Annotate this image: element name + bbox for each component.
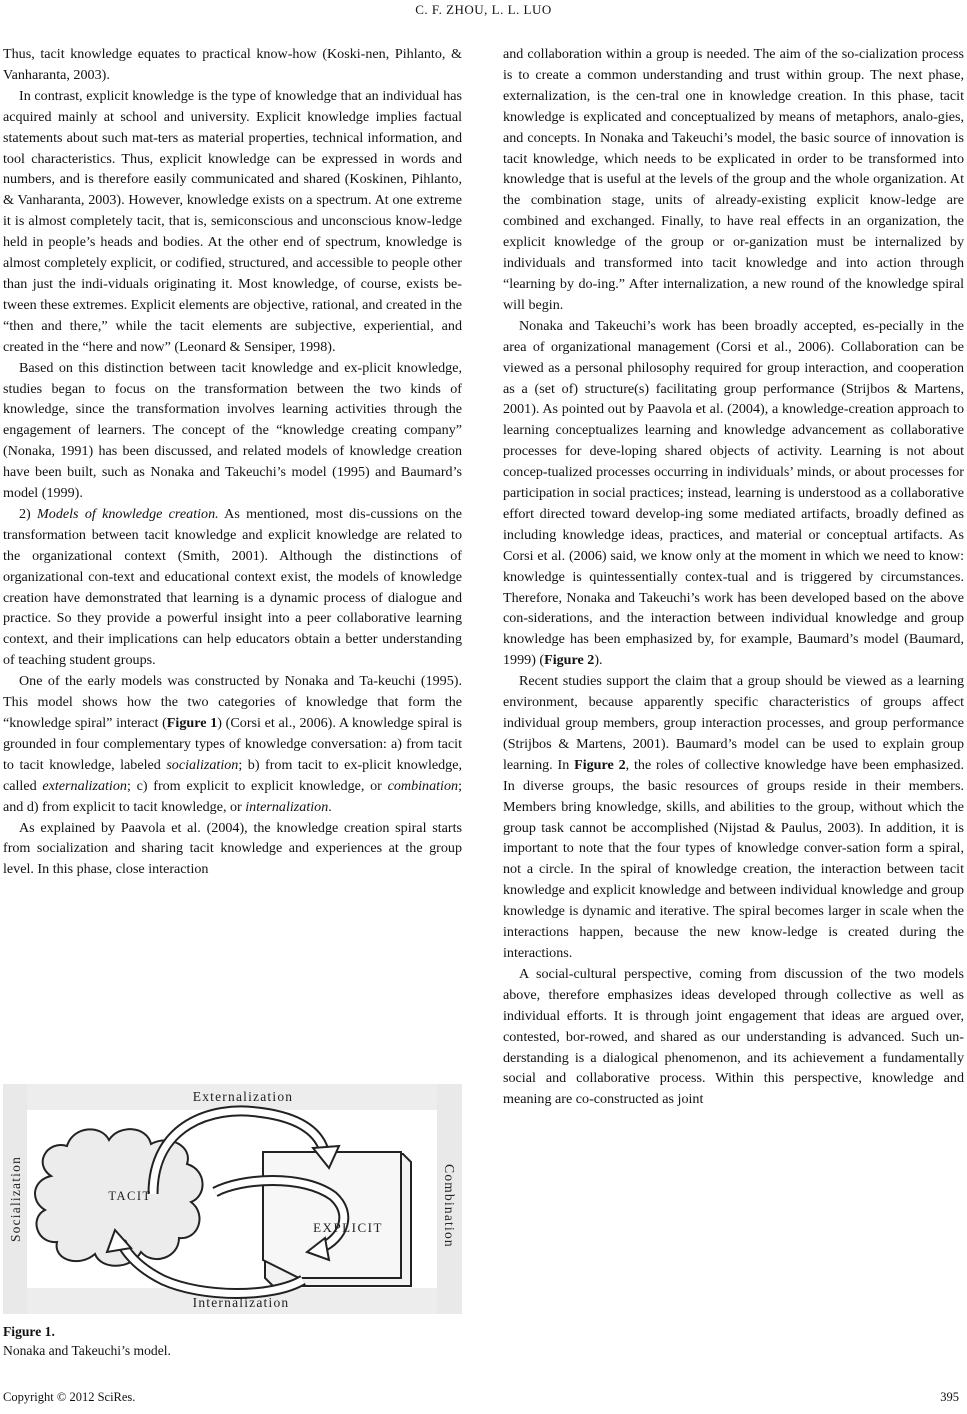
page-footer (3, 1390, 959, 1405)
paragraph: Thus, tacit knowledge equates to practical know-how (Koski-nen, Pihlanto, & Vanharanta, 2003). (3, 46, 462, 83)
paragraph: Based on this distinction between tacit knowledge and ex-plicit knowledge, studies began to focus on the transformation between the two kinds of knowledge, since the transformation involves learning activities through the engagement of learners. The concept of the “knowledge creating company” (Nonaka, 1991) has been discussed, and related models of knowledge creation have been built, such as Nonaka and Takeuchi’s model (1995) and Baumard’s model (1999). (3, 359, 462, 502)
paragraph: Recent studies support the claim that a group should be viewed as a learning environment, because apparently specific characteristics of groups affect individual group members, group interaction processes, and group performance (Strijbos & Martens, 2001). Baumard’s model can be used to explain group learning. In Figure 2, the roles of collective knowledge have been emphasized. In diverse groups, the basic resources of groups reside in their members. Members bring knowledge, skills, and abilities to the group, without which the group task cannot be accomplished (Nijstad & Paulus, 2003). In addition, it is important to note that the four types of knowledge conver-sation form a spiral, not a circle. In the spiral of knowledge creation, the interaction between tacit knowledge and explicit knowledge and between individual knowledge and group knowledge is dynamic and iterative. The spiral becomes larger in scale when the interactions happen, because the new know-ledge is created during the interactions. (503, 673, 964, 961)
paragraph: One of the early models was constructed by Nonaka and Ta-keuchi (1995). This model shows how the two categories of knowledge that form the “knowledge spiral” interact (Figure 1) (Corsi et al., 2006). A knowledge spiral is grounded in four complementary types of knowledge conversation: a) from tacit to tacit knowledge, labeled socialization; b) from tacit to ex-plicit knowledge, called externalization; c) from explicit to explicit knowledge, or combination; and d) from explicit to tacit knowledge, or internalization. (3, 673, 462, 815)
label-combination: Combination (442, 1164, 457, 1248)
right-text-column (503, 44, 964, 1110)
paragraph: In contrast, explicit knowledge is the type of knowledge that an individual has acquired mainly at school and university. Explicit knowledge implies factual statements about such mat-ters as material properties, technical information, and tool characteristics. Thus, explicit knowledge can be expressed in words and numbers, and is therefore easily communicated and shared (Koskinen, Pihlanto, & Vanharanta, 2003). However, knowledge exists on a spectrum. At one extreme it is almost completely tacit, that is, semiconscious and unconscious know-ledge held in people’s heads and bodies. At the other end of spectrum, knowledge is almost completely explicit, or codified, structured, and accessible to people other than just the indi-viduals originating it. Most knowledge, of course, exists be-tween these extremes. Explicit elements are objective, rational, and created in the “then and there,” while the tacit elements are subjective, experiential, and created in the “here and now” (Leonard & Sensiper, 1998). (3, 87, 462, 355)
page-number: 395 (940, 1390, 959, 1404)
paragraph: and collaboration within a group is needed. The aim of the so-cialization process is to create a common understanding and trust within group. The next phase, externalization, is the cen-tral one in knowledge creation. In this phase, tacit knowledge is explicated and conceptualized by means of metaphors, analo-gies, and concepts. In Nonaka and Takeuchi’s model, the basic source of innovation is tacit knowledge, which needs to be explicated in order to be transformed into knowledge that is useful at the levels of the group and the whole organization. At the combination stage, units of already-existing explicit know-ledge are combined and exchanged. Finally, to have real effects in an organization, the explicit knowledge of the group or or-ganization must be internalized by individuals and transformed into tacit knowledge and into action through “learning by do-ing.” After internalization, a new round of the knowledge spiral will begin. (503, 46, 964, 313)
running-header: C. F. ZHOU, L. L. LUO (415, 2, 552, 17)
figure-1-caption (3, 1322, 171, 1360)
label-internalization: Internalization (192, 1295, 290, 1310)
caption-text: Nonaka and Takeuchi’s model. (3, 1343, 171, 1358)
figure-1 (3, 1084, 462, 1314)
label-socialization: Socialization (8, 1155, 23, 1243)
paragraph: A social-cultural perspective, coming from discussion of the two models above, therefore emphasizes ideas developed through collective as well as individual efforts. It is through joint engagement that ideas are argued over, contested, bor-rowed, and shared as our understanding is advanced. Such un-derstanding is a dialogical phenomenon, and its achievement a fundamentally social and collaborative process. Within this perspective, knowledge and meaning are co-constructed as joint (503, 965, 964, 1108)
copyright-notice: Copyright © 2012 SciRes. (3, 1390, 136, 1404)
label-tacit: TACIT (108, 1189, 152, 1203)
explicit-document (263, 1152, 401, 1278)
paragraph: 2) Models of knowledge creation. As mentioned, most dis-cussions on the transformation between tacit knowledge and explicit knowledge are related to the organizational context (Smith, 2001). Although the distinctions of organizational con-text and educational context exist, the models of knowledge creation have demonstrated that learning is a dynamic process of dialogue and practice. So they provide a powerful insight into a peer collaborative learning context, and their implications can help educators obtain a better understanding of teaching student groups. (3, 505, 463, 669)
paragraph: As explained by Paavola et al. (2004), the knowledge creation spiral starts from socialization and sharing tacit knowledge and experiences at the group level. In this phase, close interaction (3, 819, 462, 878)
label-explicit: EXPLICIT (313, 1220, 383, 1235)
label-externalization: Externalization (192, 1089, 294, 1104)
paragraph: Nonaka and Takeuchi’s work has been broadly accepted, es-pecially in the area of organizational management (Corsi et al., 2006). Collaboration can be viewed as a personal philosophy required for group interaction, and cooperation as a (set of) structure(s) facilitating group performance (Strijbos & Martens, 2001). As pointed out by Paavola et al. (2004), a knowledge-creation approach to learning conceptualizes learning and knowledge advancement as collaborative processes for deve-loping shared objects of activity. Learning is not about concep-tualized processes occurring in individuals’ minds, or about processes for participation in social practices; instead, learning is understood as a collaborative effort directed toward develop-ing some mediated artifacts, broadly defined as including knowledge ideas, practices, and material or conceptual artifacts. As Corsi et al. (2006) said, we know only at the moment in which we need to know: knowledge is quintessentially contex-tual and is triggered by circumstances. Therefore, Nonaka and Takeuchi’s work has been developed based on the above con-siderations, and the interaction between individual knowledge and group knowledge has been emphasized by, for example, Baumard’s model (Baumard, 1999) (Figure 2). (503, 317, 964, 669)
knowledge-spiral-diagram (3, 1084, 462, 1314)
left-text-column (3, 44, 462, 880)
caption-number: Figure 1. (3, 1324, 55, 1339)
